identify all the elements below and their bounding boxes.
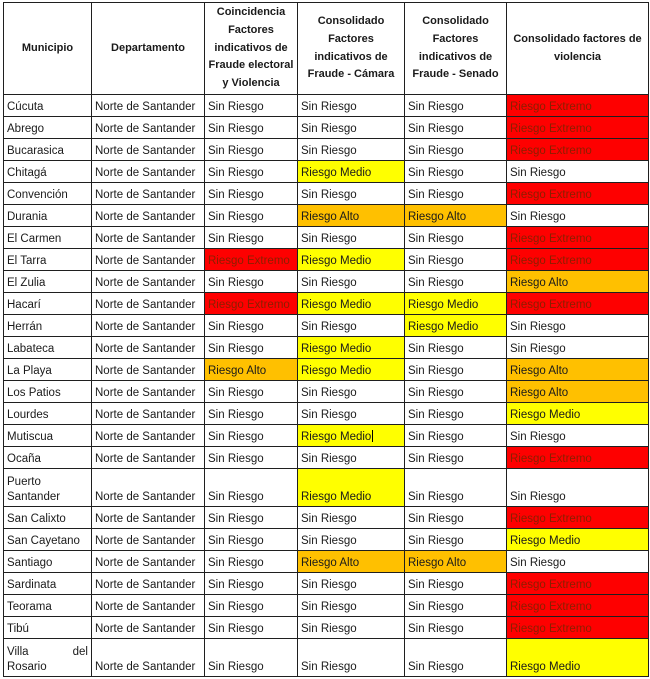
coincidencia-cell[interactable]: Sin Riesgo — [205, 95, 298, 117]
department-cell[interactable]: Norte de Santander — [92, 271, 205, 293]
municipality-cell[interactable]: Los Patios — [4, 381, 92, 403]
coincidencia-cell[interactable]: Sin Riesgo — [205, 447, 298, 469]
coincidencia-cell[interactable]: Sin Riesgo — [205, 315, 298, 337]
fraude-senado-cell[interactable]: Sin Riesgo — [405, 359, 507, 381]
violencia-cell[interactable]: Sin Riesgo — [507, 205, 649, 227]
coincidencia-cell[interactable]: Sin Riesgo — [205, 139, 298, 161]
col-header-fraude-senado[interactable]: Consolidado Factores indicativos de Fraude - Senado — [405, 3, 507, 95]
fraude-senado-cell[interactable]: Sin Riesgo — [405, 271, 507, 293]
department-cell[interactable]: Norte de Santander — [92, 573, 205, 595]
fraude-senado-cell[interactable]: Sin Riesgo — [405, 183, 507, 205]
fraude-senado-cell[interactable]: Sin Riesgo — [405, 227, 507, 249]
fraude-senado-cell[interactable]: Sin Riesgo — [405, 381, 507, 403]
fraude-senado-cell[interactable]: Sin Riesgo — [405, 617, 507, 639]
fraude-camara-cell[interactable]: Riesgo Medio — [298, 249, 405, 271]
coincidencia-cell[interactable]: Sin Riesgo — [205, 403, 298, 425]
department-cell[interactable]: Norte de Santander — [92, 95, 205, 117]
municipality-cell[interactable]: Puerto Santander — [4, 469, 92, 507]
municipality-cell[interactable]: Lourdes — [4, 403, 92, 425]
coincidencia-cell[interactable]: Riesgo Extremo — [205, 249, 298, 271]
municipality-cell[interactable]: Cúcuta — [4, 95, 92, 117]
table-row — [4, 469, 649, 507]
department-cell[interactable]: Norte de Santander — [92, 139, 205, 161]
fraude-senado-cell[interactable]: Riesgo Medio — [405, 315, 507, 337]
fraude-camara-cell[interactable]: Riesgo Medio — [298, 359, 405, 381]
table-row — [4, 271, 649, 293]
table-row — [4, 117, 649, 139]
violencia-cell[interactable]: Riesgo Extremo — [507, 117, 649, 139]
coincidencia-cell[interactable]: Sin Riesgo — [205, 271, 298, 293]
fraude-camara-cell[interactable]: Sin Riesgo — [298, 639, 405, 677]
fraude-senado-cell[interactable]: Sin Riesgo — [405, 95, 507, 117]
department-cell[interactable]: Norte de Santander — [92, 469, 205, 507]
table-row — [4, 617, 649, 639]
fraude-senado-cell[interactable]: Sin Riesgo — [405, 425, 507, 447]
table-row — [4, 507, 649, 529]
table-row — [4, 403, 649, 425]
fraude-senado-cell[interactable]: Sin Riesgo — [405, 249, 507, 271]
violencia-cell[interactable]: Riesgo Extremo — [507, 139, 649, 161]
fraude-camara-cell[interactable]: Riesgo Alto — [298, 205, 405, 227]
violencia-cell[interactable]: Sin Riesgo — [507, 551, 649, 573]
department-cell[interactable]: Norte de Santander — [92, 337, 205, 359]
municipality-cell[interactable]: San Calixto — [4, 507, 92, 529]
risk-table — [3, 2, 649, 677]
table-row — [4, 551, 649, 573]
department-cell[interactable]: Norte de Santander — [92, 447, 205, 469]
fraude-camara-cell[interactable]: Sin Riesgo — [298, 381, 405, 403]
fraude-camara-cell[interactable]: Riesgo Medio — [298, 337, 405, 359]
violencia-cell[interactable]: Riesgo Extremo — [507, 95, 649, 117]
violencia-cell[interactable]: Riesgo Extremo — [507, 227, 649, 249]
table-row — [4, 595, 649, 617]
fraude-camara-cell[interactable]: Sin Riesgo — [298, 595, 405, 617]
table-row — [4, 95, 649, 117]
fraude-camara-cell[interactable]: Riesgo Medio — [298, 161, 405, 183]
department-cell[interactable]: Norte de Santander — [92, 507, 205, 529]
fraude-camara-cell[interactable]: Riesgo Alto — [298, 551, 405, 573]
department-cell[interactable]: Norte de Santander — [92, 381, 205, 403]
fraude-senado-cell[interactable]: Sin Riesgo — [405, 529, 507, 551]
department-cell[interactable]: Norte de Santander — [92, 551, 205, 573]
municipality-cell[interactable]: El Tarra — [4, 249, 92, 271]
fraude-senado-cell[interactable]: Sin Riesgo — [405, 595, 507, 617]
municipality-cell[interactable]: Teorama — [4, 595, 92, 617]
coincidencia-cell[interactable]: Sin Riesgo — [205, 183, 298, 205]
violencia-cell[interactable]: Sin Riesgo — [507, 315, 649, 337]
municipality-cell[interactable]: Santiago — [4, 551, 92, 573]
fraude-camara-cell[interactable]: Sin Riesgo — [298, 507, 405, 529]
coincidencia-cell[interactable]: Riesgo Extremo — [205, 293, 298, 315]
coincidencia-cell[interactable]: Sin Riesgo — [205, 117, 298, 139]
col-header-departamento[interactable]: Departamento — [92, 3, 205, 95]
fraude-camara-cell[interactable]: Riesgo Medio — [298, 469, 405, 507]
violencia-cell[interactable]: Sin Riesgo — [507, 161, 649, 183]
table-row — [4, 425, 649, 447]
coincidencia-cell[interactable]: Sin Riesgo — [205, 507, 298, 529]
violencia-cell[interactable]: Sin Riesgo — [507, 425, 649, 447]
table-row — [4, 139, 649, 161]
municipality-cell[interactable]: Labateca — [4, 337, 92, 359]
municipality-cell[interactable]: El Zulia — [4, 271, 92, 293]
municipality-cell[interactable]: Sardinata — [4, 573, 92, 595]
department-cell[interactable]: Norte de Santander — [92, 205, 205, 227]
table-row — [4, 249, 649, 271]
violencia-cell[interactable]: Riesgo Extremo — [507, 507, 649, 529]
table-row — [4, 183, 649, 205]
department-cell[interactable]: Norte de Santander — [92, 425, 205, 447]
violencia-cell[interactable]: Riesgo Extremo — [507, 183, 649, 205]
department-cell[interactable]: Norte de Santander — [92, 403, 205, 425]
fraude-senado-cell[interactable]: Sin Riesgo — [405, 161, 507, 183]
table-row — [4, 639, 649, 677]
table-row — [4, 227, 649, 249]
fraude-camara-cell[interactable]: Sin Riesgo — [298, 617, 405, 639]
table-row — [4, 315, 649, 337]
municipality-cell[interactable]: Herrán — [4, 315, 92, 337]
fraude-camara-cell[interactable]: Sin Riesgo — [298, 183, 405, 205]
table-body — [4, 95, 649, 677]
violencia-cell[interactable]: Sin Riesgo — [507, 337, 649, 359]
department-cell[interactable]: Norte de Santander — [92, 315, 205, 337]
municipality-cell[interactable]: San Cayetano — [4, 529, 92, 551]
coincidencia-cell[interactable]: Sin Riesgo — [205, 595, 298, 617]
violencia-cell[interactable]: Riesgo Extremo — [507, 617, 649, 639]
fraude-senado-cell[interactable]: Sin Riesgo — [405, 469, 507, 507]
municipality-cell[interactable]: Durania — [4, 205, 92, 227]
table-row — [4, 293, 649, 315]
fraude-senado-cell[interactable]: Sin Riesgo — [405, 337, 507, 359]
table-row — [4, 359, 649, 381]
municipality-cell[interactable]: Ocaña — [4, 447, 92, 469]
table-row — [4, 337, 649, 359]
municipality-cell[interactable]: Bucarasica — [4, 139, 92, 161]
fraude-senado-cell[interactable]: Riesgo Alto — [405, 205, 507, 227]
fraude-senado-cell[interactable]: Sin Riesgo — [405, 403, 507, 425]
table-row — [4, 529, 649, 551]
violencia-cell[interactable]: Riesgo Medio — [507, 403, 649, 425]
municipality-cell[interactable]: Abrego — [4, 117, 92, 139]
fraude-senado-cell[interactable]: Sin Riesgo — [405, 573, 507, 595]
violencia-cell[interactable]: Riesgo Medio — [507, 639, 649, 677]
fraude-senado-cell[interactable]: Sin Riesgo — [405, 639, 507, 677]
table-row — [4, 205, 649, 227]
fraude-camara-cell[interactable]: Sin Riesgo — [298, 403, 405, 425]
header-row — [4, 3, 649, 95]
municipality-cell[interactable]: Chitagá — [4, 161, 92, 183]
fraude-camara-cell[interactable]: Riesgo Medio — [298, 425, 405, 447]
col-header-municipio[interactable]: Municipio — [4, 3, 92, 95]
col-header-violencia[interactable]: Consolidado factores de violencia — [507, 3, 649, 95]
municipality-cell[interactable]: El Carmen — [4, 227, 92, 249]
fraude-camara-cell[interactable]: Sin Riesgo — [298, 139, 405, 161]
fraude-senado-cell[interactable]: Riesgo Alto — [405, 551, 507, 573]
municipality-cell[interactable]: Hacarí — [4, 293, 92, 315]
fraude-senado-cell[interactable]: Riesgo Medio — [405, 293, 507, 315]
department-cell[interactable]: Norte de Santander — [92, 617, 205, 639]
fraude-camara-cell[interactable]: Sin Riesgo — [298, 95, 405, 117]
col-header-fraude-camara[interactable]: Consolidado Factores indicativos de Fraude - Cámara — [298, 3, 405, 95]
table-row — [4, 161, 649, 183]
violencia-cell[interactable]: Riesgo Alto — [507, 271, 649, 293]
text-cursor — [372, 430, 373, 442]
violencia-cell[interactable]: Riesgo Extremo — [507, 249, 649, 271]
coincidencia-cell[interactable]: Sin Riesgo — [205, 551, 298, 573]
department-cell[interactable]: Norte de Santander — [92, 359, 205, 381]
fraude-camara-cell[interactable]: Sin Riesgo — [298, 447, 405, 469]
coincidencia-cell[interactable]: Riesgo Alto — [205, 359, 298, 381]
fraude-senado-cell[interactable]: Sin Riesgo — [405, 117, 507, 139]
fraude-senado-cell[interactable]: Sin Riesgo — [405, 447, 507, 469]
violencia-cell[interactable]: Sin Riesgo — [507, 469, 649, 507]
violencia-cell[interactable]: Riesgo Medio — [507, 529, 649, 551]
fraude-camara-cell[interactable]: Sin Riesgo — [298, 117, 405, 139]
table-row — [4, 447, 649, 469]
fraude-camara-cell[interactable]: Sin Riesgo — [298, 529, 405, 551]
violencia-cell[interactable]: Riesgo Extremo — [507, 447, 649, 469]
coincidencia-cell[interactable]: Sin Riesgo — [205, 161, 298, 183]
violencia-cell[interactable]: Riesgo Alto — [507, 381, 649, 403]
violencia-cell[interactable]: Riesgo Extremo — [507, 595, 649, 617]
department-cell[interactable]: Norte de Santander — [92, 227, 205, 249]
fraude-camara-cell[interactable]: Sin Riesgo — [298, 315, 405, 337]
coincidencia-cell[interactable]: Sin Riesgo — [205, 617, 298, 639]
municipality-cell[interactable]: Mutiscua — [4, 425, 92, 447]
department-cell[interactable]: Norte de Santander — [92, 529, 205, 551]
department-cell[interactable]: Norte de Santander — [92, 183, 205, 205]
department-cell[interactable]: Norte de Santander — [92, 639, 205, 677]
coincidencia-cell[interactable]: Sin Riesgo — [205, 469, 298, 507]
table-row — [4, 573, 649, 595]
coincidencia-cell[interactable]: Sin Riesgo — [205, 425, 298, 447]
violencia-cell[interactable]: Riesgo Extremo — [507, 573, 649, 595]
fraude-camara-cell[interactable]: Sin Riesgo — [298, 573, 405, 595]
coincidencia-cell[interactable]: Sin Riesgo — [205, 529, 298, 551]
municipality-cell[interactable]: La Playa — [4, 359, 92, 381]
department-cell[interactable]: Norte de Santander — [92, 249, 205, 271]
department-cell[interactable]: Norte de Santander — [92, 293, 205, 315]
coincidencia-cell[interactable]: Sin Riesgo — [205, 227, 298, 249]
col-header-coincidencia-fraude-violencia[interactable]: Coincidencia Factores indicativos de Fraude electoral y Violencia — [205, 3, 298, 95]
coincidencia-cell[interactable]: Sin Riesgo — [205, 639, 298, 677]
municipality-cell[interactable]: Convención — [4, 183, 92, 205]
municipality-cell[interactable]: Villa del Rosario — [4, 639, 92, 677]
department-cell[interactable]: Norte de Santander — [92, 595, 205, 617]
fraude-camara-cell[interactable]: Riesgo Medio — [298, 293, 405, 315]
fraude-senado-cell[interactable]: Sin Riesgo — [405, 139, 507, 161]
coincidencia-cell[interactable]: Sin Riesgo — [205, 337, 298, 359]
coincidencia-cell[interactable]: Sin Riesgo — [205, 205, 298, 227]
fraude-camara-cell[interactable]: Sin Riesgo — [298, 271, 405, 293]
violencia-cell[interactable]: Riesgo Alto — [507, 359, 649, 381]
municipality-cell[interactable]: Tibú — [4, 617, 92, 639]
table-row — [4, 381, 649, 403]
department-cell[interactable]: Norte de Santander — [92, 161, 205, 183]
violencia-cell[interactable]: Riesgo Extremo — [507, 293, 649, 315]
coincidencia-cell[interactable]: Sin Riesgo — [205, 381, 298, 403]
coincidencia-cell[interactable]: Sin Riesgo — [205, 573, 298, 595]
department-cell[interactable]: Norte de Santander — [92, 117, 205, 139]
fraude-senado-cell[interactable]: Sin Riesgo — [405, 507, 507, 529]
fraude-camara-cell[interactable]: Sin Riesgo — [298, 227, 405, 249]
